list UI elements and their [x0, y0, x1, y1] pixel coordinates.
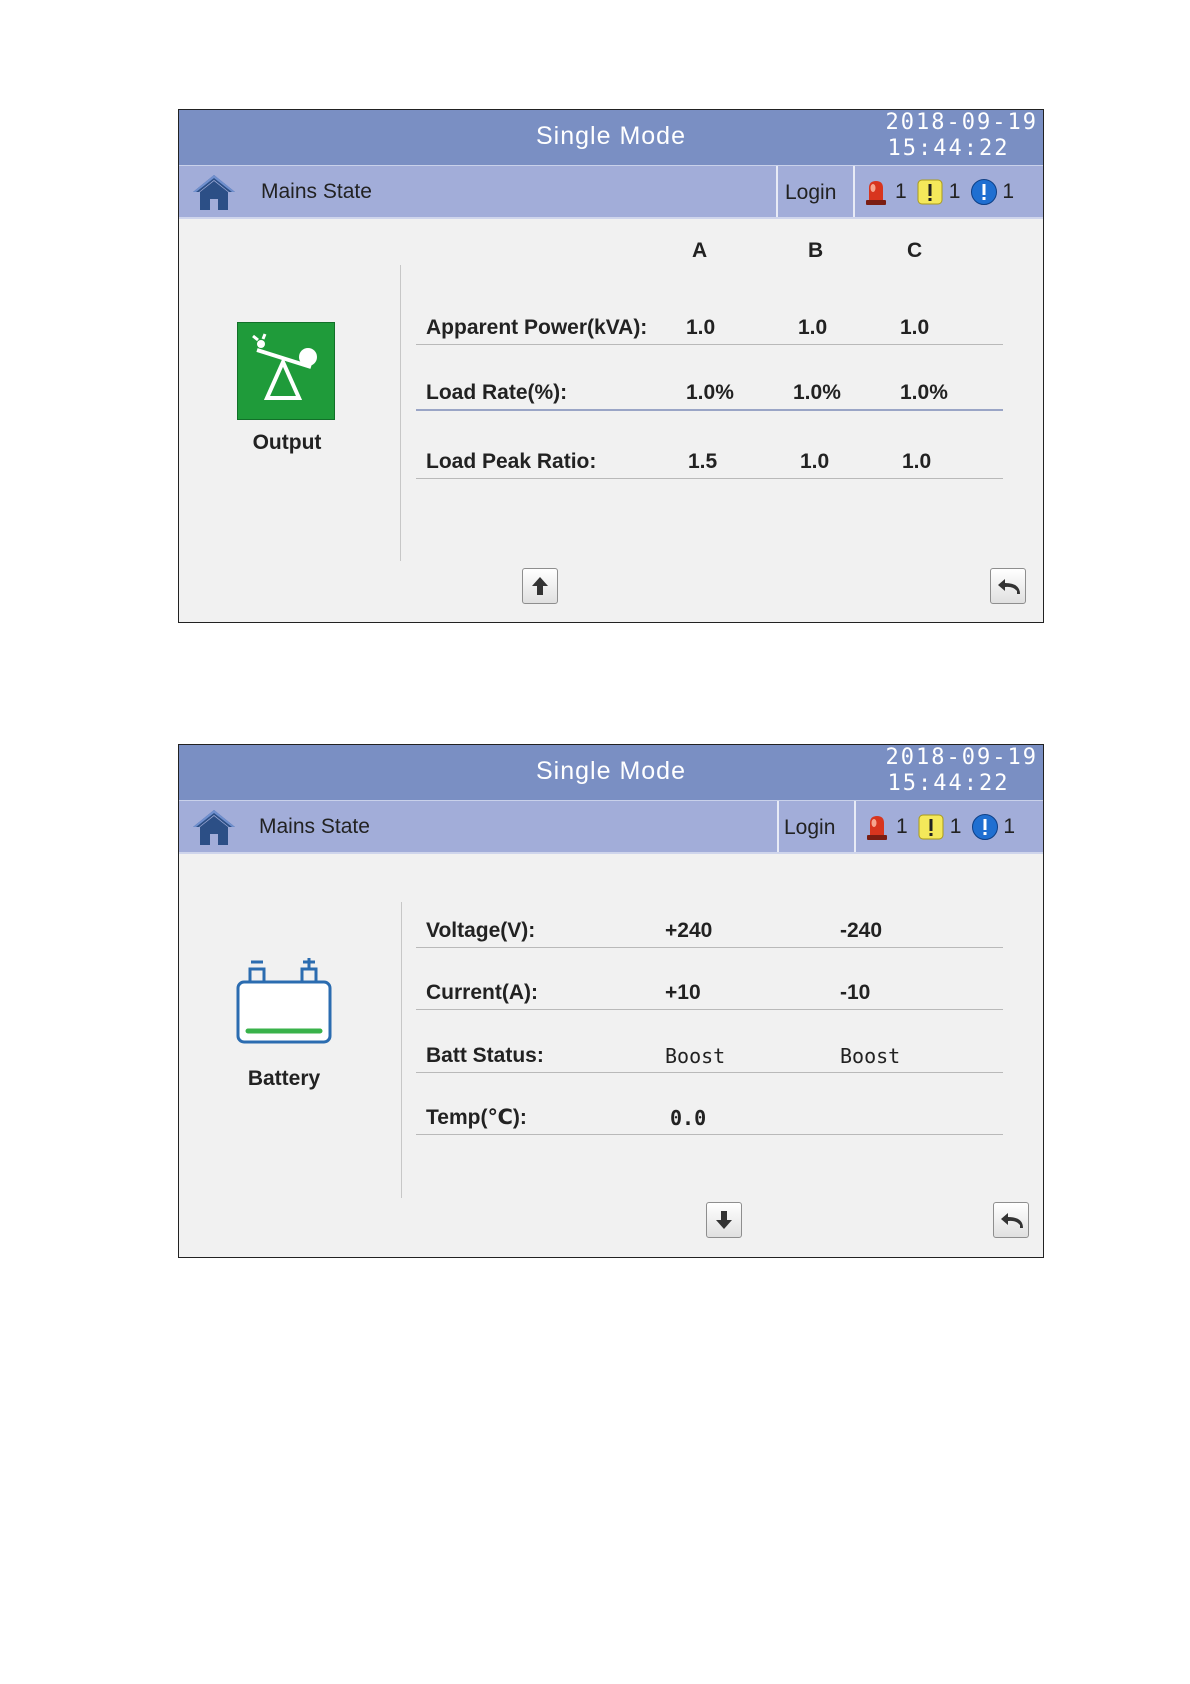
alarm-summary[interactable] — [864, 811, 1025, 843]
mode-title: Single Mode — [536, 122, 686, 150]
info-icon — [970, 178, 996, 206]
row-label: Apparent Power(kVA): — [426, 316, 648, 339]
back-button[interactable] — [990, 568, 1026, 604]
warning-icon — [918, 813, 944, 841]
value-b: 1.0 — [800, 450, 830, 473]
info-icon — [971, 813, 997, 841]
status-bar — [179, 801, 1043, 854]
page-up-button[interactable] — [522, 568, 558, 604]
state-label: Mains State — [261, 180, 372, 203]
row-label: Voltage(V): — [426, 919, 536, 942]
datetime — [886, 110, 1038, 162]
temp-value: 0.0 — [670, 1106, 707, 1130]
page-down-button[interactable] — [706, 1202, 742, 1238]
row-label: Batt Status: — [426, 1044, 544, 1067]
title-bar — [179, 745, 1043, 801]
table-row — [416, 438, 1003, 479]
info-count: 1 — [1002, 180, 1015, 203]
mode-title: Single Mode — [536, 757, 686, 785]
fault-alarm-icon — [864, 813, 890, 841]
value-b: 1.0 — [798, 316, 828, 339]
divider — [400, 265, 401, 561]
fault-count: 1 — [895, 180, 907, 203]
return-arrow-icon — [998, 1209, 1024, 1231]
batt-status-2: Boost — [840, 1044, 901, 1068]
content-area — [179, 219, 1043, 622]
battery-screen — [178, 744, 1044, 1258]
table-row — [416, 1094, 1003, 1135]
divider — [401, 902, 402, 1198]
divider — [777, 801, 779, 852]
battery-icon — [236, 958, 334, 1044]
home-icon[interactable] — [191, 807, 237, 847]
table-row — [416, 969, 1003, 1010]
date-text: 2018-09-19 — [885, 745, 1038, 770]
row-label: Current(A): — [426, 981, 538, 1004]
value-positive: +240 — [665, 919, 713, 942]
table-row — [416, 369, 1003, 411]
column-header-a: A — [692, 239, 708, 262]
column-header-b: B — [808, 239, 824, 262]
info-count: 1 — [1003, 815, 1016, 838]
value-negative: -10 — [840, 981, 871, 1004]
row-label: Temp(℃): — [426, 1106, 527, 1129]
content-area — [179, 854, 1043, 1257]
divider — [776, 166, 778, 217]
side-label: Output — [252, 431, 322, 454]
up-arrow-icon — [530, 575, 550, 597]
login-button[interactable]: Login — [784, 816, 836, 839]
state-label: Mains State — [259, 815, 370, 838]
datetime — [886, 745, 1038, 797]
table-row — [416, 304, 1003, 345]
divider — [854, 801, 856, 852]
value-a: 1.0% — [686, 381, 734, 404]
batt-status-1: Boost — [665, 1044, 726, 1068]
home-icon[interactable] — [191, 172, 237, 212]
row-label: Load Peak Ratio: — [426, 450, 597, 473]
date-text: 2018-09-19 — [885, 110, 1038, 135]
divider — [853, 166, 855, 217]
return-arrow-icon — [995, 575, 1021, 597]
back-button[interactable] — [993, 1202, 1029, 1238]
time-text: 15:44:22 — [887, 771, 1010, 796]
login-button[interactable]: Login — [785, 181, 837, 204]
value-c: 1.0 — [902, 450, 932, 473]
status-bar — [179, 166, 1043, 219]
fault-alarm-icon — [863, 178, 889, 206]
title-bar — [179, 110, 1043, 166]
down-arrow-icon — [714, 1209, 734, 1231]
fault-count: 1 — [896, 815, 908, 838]
value-c: 1.0 — [900, 316, 930, 339]
value-negative: -240 — [840, 919, 883, 942]
value-a: 1.5 — [688, 450, 718, 473]
value-c: 1.0% — [900, 381, 948, 404]
output-screen — [178, 109, 1044, 623]
output-balance-icon — [237, 322, 335, 420]
row-label: Load Rate(%): — [426, 381, 568, 404]
side-label: Battery — [247, 1067, 321, 1090]
warning-count: 1 — [949, 815, 962, 838]
value-b: 1.0% — [793, 381, 841, 404]
warning-icon — [917, 178, 943, 206]
table-row — [416, 907, 1003, 948]
table-row — [416, 1032, 1003, 1073]
column-header-c: C — [907, 239, 923, 262]
value-a: 1.0 — [686, 316, 716, 339]
time-text: 15:44:22 — [887, 136, 1010, 161]
warning-count: 1 — [948, 180, 961, 203]
value-positive: +10 — [665, 981, 701, 1004]
alarm-summary[interactable] — [863, 176, 1024, 208]
